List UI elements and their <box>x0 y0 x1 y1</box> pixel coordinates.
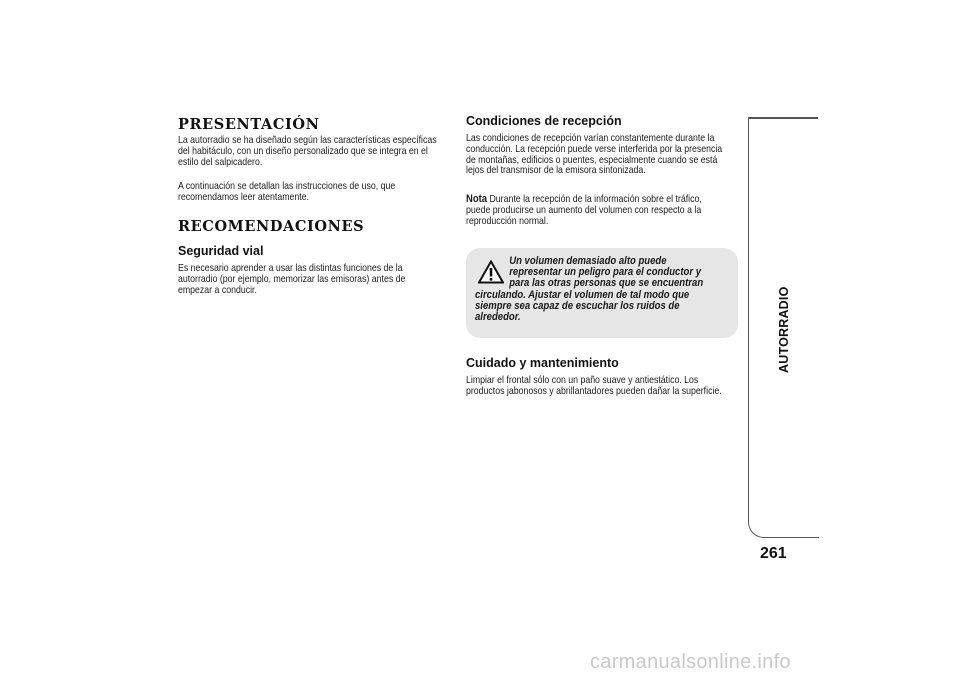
subheading-cuidado-mantenimiento: Cuidado y mantenimiento <box>466 356 619 370</box>
nota-label: Nota <box>466 193 488 205</box>
paragraph-nota <box>466 194 702 227</box>
subheading-seguridad-vial: Seguridad vial <box>178 244 264 258</box>
warning-text-line: alrededor. <box>475 311 521 324</box>
warning-text-line: Un volumen demasiado alto puede <box>509 255 667 267</box>
paragraph-presentacion-1: La autorradio se ha diseñado según las características específicas del habitáculo, con un diseño personalizado que se integra en el estilo del salpicadero. <box>178 135 437 168</box>
warning-box <box>466 248 738 338</box>
heading-presentacion: PRESENTACIÓN <box>178 116 320 133</box>
side-tab-frame-top <box>748 117 818 119</box>
page-number: 261 <box>760 545 787 562</box>
paragraph-presentacion-2: A continuación se detallan las instrucciones de uso, que recomendamos leer atentamente. <box>178 181 396 203</box>
warning-text-line: representar un peligro para el conductor y <box>509 266 701 279</box>
paragraph-seguridad-vial: Es necesario aprender a usar las distintas funciones de la autorradio (por ejemplo, memorizar las emisoras) antes de empezar a conducir. <box>178 263 406 296</box>
heading-recomendaciones: RECOMENDACIONES <box>178 218 365 235</box>
warning-text-line: para las otras personas que se encuentran <box>509 277 704 290</box>
paragraph-condiciones-recepcion: Las condiciones de recepción varían constantemente durante la conducción. La recepción puede verse interferida por la presencia de montañas, edificios o puentes, especialmente cuando se está lejos del transmisor de la emisora sintonizada. <box>466 133 723 177</box>
paragraph-cuidado-mantenimiento: Limpiar el frontal sólo con un paño suave y antiestático. Los productos jabonosos y abrillantadores pueden dañar la superficie. <box>466 375 722 397</box>
warning-text-line: circulando. Ajustar el volumen de tal modo que <box>475 288 690 301</box>
subheading-condiciones-recepcion: Condiciones de recepción <box>466 114 622 128</box>
warning-text <box>475 256 703 323</box>
watermark: carmanualsonline.info <box>590 651 791 673</box>
nota-text: Durante la recepción de la información sobre el tráfico, puede producirse un aumento del volumen con respecto a la reproducción normal. <box>466 194 702 227</box>
warning-text-line: siempre sea capaz de escuchar los ruidos de <box>475 299 680 312</box>
section-label-autorradio: AUTORRADIO <box>777 286 791 373</box>
